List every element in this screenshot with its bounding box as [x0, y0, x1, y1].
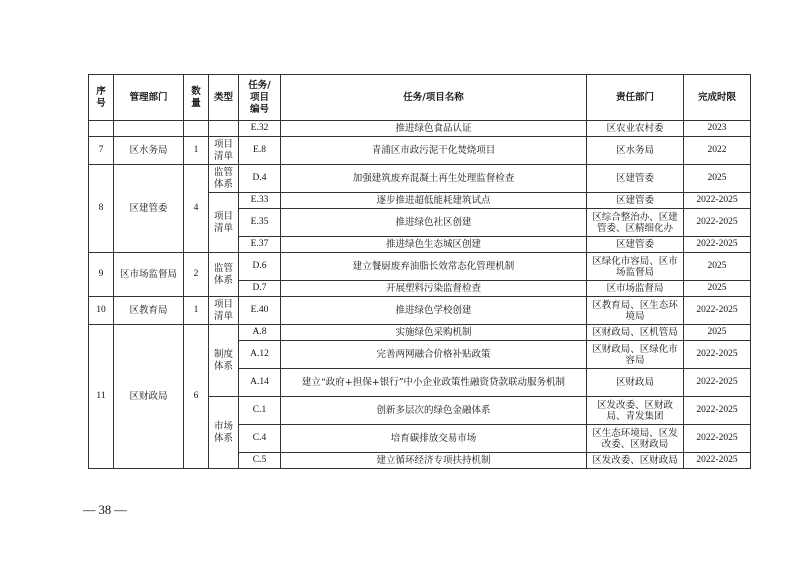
time-cell: 2025: [684, 165, 751, 193]
seq-cell: 7: [89, 137, 114, 165]
count-cell: 4: [184, 165, 209, 253]
resp-cell: 区发改委、区财政局: [587, 453, 684, 469]
dept-cell: 区教育局: [114, 297, 184, 325]
type-cell: 监管 体系: [209, 165, 239, 193]
header-count: 数 量: [184, 75, 209, 121]
type-cell: 监管 体系: [209, 253, 239, 297]
type-cell: 制度 体系: [209, 325, 239, 397]
dept-cell: 区市场监督局: [114, 253, 184, 297]
code-cell: C.5: [239, 453, 281, 469]
header-type: 类型: [209, 75, 239, 121]
header-dept: 管理部门: [114, 75, 184, 121]
seq-cell: 8: [89, 165, 114, 253]
resp-cell: 区市场监督局: [587, 281, 684, 297]
task-cell: 创新多层次的绿色金融体系: [281, 397, 587, 425]
table-row: [89, 165, 751, 193]
task-cell: 完善两网融合价格补贴政策: [281, 341, 587, 369]
resp-cell: 区建管委: [587, 237, 684, 253]
time-cell: 2025: [684, 253, 751, 281]
header-row: [89, 75, 751, 121]
task-cell: 建立餐厨废弃油脂长效常态化管理机制: [281, 253, 587, 281]
resp-cell: 区建管委: [587, 193, 684, 209]
time-cell: 2022: [684, 137, 751, 165]
table-row: [89, 137, 751, 165]
time-cell: 2022-2025: [684, 237, 751, 253]
type-cell: 项目 清单: [209, 297, 239, 325]
count-cell: 1: [184, 297, 209, 325]
page-number: — 38 —: [83, 503, 127, 517]
resp-cell: 区绿化市容局、区市场监督局: [587, 253, 684, 281]
type-cell: 项目 清单: [209, 193, 239, 253]
time-cell: 2022-2025: [684, 193, 751, 209]
table-row: [89, 297, 751, 325]
seq-cell: 10: [89, 297, 114, 325]
resp-cell: 区综合整治办、区建管委、区精细化办: [587, 209, 684, 237]
resp-cell: 区财政局: [587, 369, 684, 397]
time-cell: 2022-2025: [684, 453, 751, 469]
type-cell: 项目 清单: [209, 137, 239, 165]
task-cell: 青浦区市政污泥干化焚烧项目: [281, 137, 587, 165]
time-cell: 2022-2025: [684, 209, 751, 237]
task-cell: 建立“政府+担保+银行”中小企业政策性融资贷款联动服务机制: [281, 369, 587, 397]
seq-cell: [89, 121, 114, 137]
dept-cell: 区水务局: [114, 137, 184, 165]
seq-cell: 9: [89, 253, 114, 297]
task-cell: 推进绿色社区创建: [281, 209, 587, 237]
time-cell: 2023: [684, 121, 751, 137]
time-cell: 2022-2025: [684, 397, 751, 425]
resp-cell: 区生态环境局、区发改委、区财政局: [587, 425, 684, 453]
type-cell: [209, 121, 239, 137]
code-cell: D.6: [239, 253, 281, 281]
time-cell: 2022-2025: [684, 425, 751, 453]
dept-cell: [114, 121, 184, 137]
task-cell: 逐步推进超低能耗建筑试点: [281, 193, 587, 209]
code-cell: A.8: [239, 325, 281, 341]
time-cell: 2025: [684, 281, 751, 297]
task-cell: 推进绿色生态城区创建: [281, 237, 587, 253]
resp-cell: 区发改委、区财政局、青发集团: [587, 397, 684, 425]
code-cell: E.35: [239, 209, 281, 237]
resp-cell: 区水务局: [587, 137, 684, 165]
seq-cell: 11: [89, 325, 114, 469]
table-row: [89, 253, 751, 281]
task-cell: 开展塑料污染监督检查: [281, 281, 587, 297]
time-cell: 2022-2025: [684, 369, 751, 397]
resp-cell: 区农业农村委: [587, 121, 684, 137]
code-cell: E.8: [239, 137, 281, 165]
resp-cell: 区财政局、区机管局: [587, 325, 684, 341]
dept-cell: 区财政局: [114, 325, 184, 469]
table-row: [89, 121, 751, 137]
time-cell: 2025: [684, 325, 751, 341]
count-cell: 6: [184, 325, 209, 469]
header-resp: 责任部门: [587, 75, 684, 121]
header-code: 任务/ 项目 编号: [239, 75, 281, 121]
task-cell: 建立循环经济专项扶持机制: [281, 453, 587, 469]
code-cell: E.33: [239, 193, 281, 209]
resp-cell: 区建管委: [587, 165, 684, 193]
code-cell: A.14: [239, 369, 281, 397]
header-task: 任务/项目名称: [281, 75, 587, 121]
code-cell: C.4: [239, 425, 281, 453]
task-table: [88, 74, 751, 469]
task-cell: 培育碳排放交易市场: [281, 425, 587, 453]
time-cell: 2022-2025: [684, 297, 751, 325]
resp-cell: 区教育局、区生态环境局: [587, 297, 684, 325]
resp-cell: 区财政局、区绿化市容局: [587, 341, 684, 369]
code-cell: C.1: [239, 397, 281, 425]
code-cell: E.37: [239, 237, 281, 253]
count-cell: [184, 121, 209, 137]
table-row: [89, 325, 751, 341]
header-time: 完成时限: [684, 75, 751, 121]
code-cell: D.7: [239, 281, 281, 297]
type-cell: 市场 体系: [209, 397, 239, 469]
task-cell: 实施绿色采购机制: [281, 325, 587, 341]
header-seq: 序 号: [89, 75, 114, 121]
task-cell: 推进绿色学校创建: [281, 297, 587, 325]
code-cell: A.12: [239, 341, 281, 369]
code-cell: E.40: [239, 297, 281, 325]
count-cell: 2: [184, 253, 209, 297]
time-cell: 2022-2025: [684, 341, 751, 369]
dept-cell: 区建管委: [114, 165, 184, 253]
code-cell: E.32: [239, 121, 281, 137]
code-cell: D.4: [239, 165, 281, 193]
task-cell: 加强建筑废弃混凝土再生处理监督检查: [281, 165, 587, 193]
task-cell: 推进绿色食品认证: [281, 121, 587, 137]
count-cell: 1: [184, 137, 209, 165]
